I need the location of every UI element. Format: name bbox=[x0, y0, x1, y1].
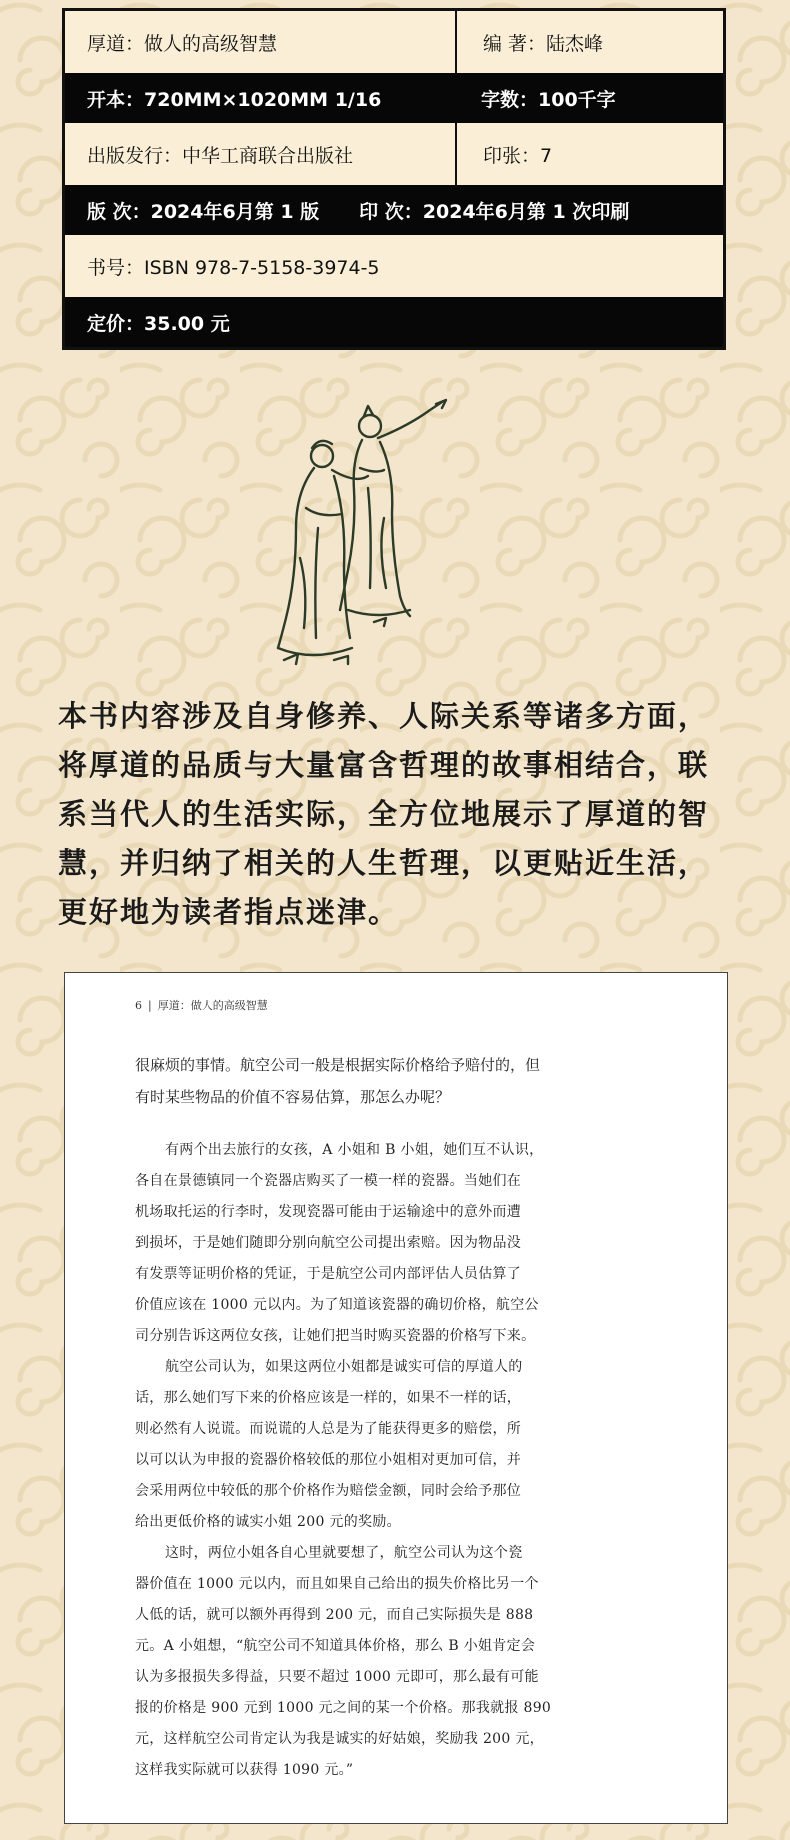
text-line: 元，这样航空公司肯定认为我是诚实的好姑娘，奖励我 200 元， bbox=[135, 1731, 544, 1747]
book-printing: 印 次：2024年6月第 1 次印刷 bbox=[359, 200, 630, 223]
text-line: 司分别告诉这两位女孩，让她们把当时购买瓷器的价格写下来。 bbox=[135, 1328, 536, 1344]
book-price: 定价：35.00 元 bbox=[87, 312, 230, 335]
page-header: 6 | 厚道：做人的高级智慧 bbox=[135, 999, 268, 1012]
text-line: 到损坏，于是她们随即分别向航空公司提出索赔。因为物品没 bbox=[135, 1235, 522, 1251]
text-line: 有两个出去旅行的女孩，A 小姐和 B 小姐，她们互不认识， bbox=[165, 1142, 544, 1158]
text-line: 有时某些物品的价值不容易估算，那怎么办呢？ bbox=[135, 1088, 451, 1106]
book-format: 开本：720MM×1020MM 1/16 bbox=[87, 88, 382, 111]
info-row-title bbox=[65, 11, 723, 73]
text-line: 有发票等证明价格的凭证，于是航空公司内部评估人员估算了 bbox=[135, 1266, 522, 1282]
paragraph-2 bbox=[135, 1352, 655, 1538]
text-line: 会采用两位中较低的那个价格作为赔偿金额，同时会给予那位 bbox=[135, 1483, 522, 1499]
text-line: 机场取托运的行李时，发现瓷器可能由于运输途中的意外而遭 bbox=[135, 1204, 522, 1220]
text-line: 话，那么她们写下来的价格应该是一样的，如果不一样的话， bbox=[135, 1390, 522, 1406]
text-line: 航空公司认为，如果这两位小姐都是诚实可信的厚道人的 bbox=[165, 1359, 523, 1375]
book-publisher: 出版发行：中华工商联合出版社 bbox=[87, 144, 354, 167]
summary-line: 系当代人的生活实际，全方位地展示了厚道的智 bbox=[58, 797, 710, 831]
page-header-title: 厚道：做人的高级智慧 bbox=[157, 999, 268, 1012]
book-sheets: 印张：7 bbox=[455, 123, 723, 185]
paragraph-3 bbox=[135, 1538, 655, 1786]
text-line: 各自在景德镇同一个瓷器店购买了一模一样的瓷器。当她们在 bbox=[135, 1173, 522, 1189]
page-body bbox=[135, 1049, 655, 1786]
two-scholars-pointing-illustration bbox=[260, 398, 460, 672]
text-line: 给出更低价格的诚实小姐 200 元的奖励。 bbox=[135, 1514, 401, 1530]
info-row-price bbox=[65, 297, 723, 347]
text-line: 人低的话，就可以额外再得到 200 元，而自己实际损失是 888 bbox=[135, 1607, 534, 1623]
book-summary bbox=[58, 692, 738, 937]
text-line: 价值应该在 1000 元以内。为了知道该瓷器的确切价格，航空公 bbox=[135, 1297, 539, 1313]
book-author: 编 著：陆杰峰 bbox=[455, 11, 723, 73]
text-line: 这样我实际就可以获得 1090 元。” bbox=[135, 1762, 354, 1778]
summary-line: 慧，并归纳了相关的人生哲理，以更贴近生活， bbox=[58, 846, 710, 880]
book-title: 厚道：做人的高级智慧 bbox=[87, 32, 278, 55]
info-row-isbn bbox=[65, 235, 723, 297]
summary-line: 将厚道的品质与大量富含哲理的故事相结合，联 bbox=[58, 748, 710, 782]
text-line: 很麻烦的事情。航空公司一般是根据实际价格给予赔付的，但 bbox=[135, 1056, 541, 1074]
text-line: 元。A 小姐想，“航空公司不知道具体价格，那么 B 小姐肯定会 bbox=[135, 1638, 536, 1654]
book-info-table bbox=[62, 8, 726, 350]
info-row-format bbox=[65, 73, 723, 123]
book-word-count: 字数：100千字 bbox=[481, 88, 616, 111]
text-line: 认为多报损失多得益，只要不超过 1000 元即可，那么最有可能 bbox=[135, 1669, 539, 1685]
lead-paragraph bbox=[135, 1049, 655, 1113]
info-row-publisher bbox=[65, 123, 723, 185]
summary-line: 本书内容涉及自身修养、人际关系等诸多方面， bbox=[58, 699, 710, 733]
text-line: 报的价格是 900 元到 1000 元之间的某一个价格。那我就报 890 bbox=[135, 1700, 552, 1716]
page-number: 6 bbox=[135, 999, 142, 1012]
text-line: 这时，两位小姐各自心里就要想了，航空公司认为这个瓷 bbox=[165, 1545, 523, 1561]
book-edition: 版 次：2024年6月第 1 版 bbox=[87, 200, 320, 223]
sample-page bbox=[64, 972, 728, 1824]
summary-line: 更好地为读者指点迷津。 bbox=[58, 895, 400, 929]
text-line: 以可以认为申报的瓷器价格较低的那位小姐相对更加可信，并 bbox=[135, 1452, 522, 1468]
text-line: 器价值在 1000 元以内，而且如果自己给出的损失价格比另一个 bbox=[135, 1576, 539, 1592]
paragraph-1 bbox=[135, 1135, 655, 1352]
book-isbn: 书号：ISBN 978-7-5158-3974-5 bbox=[87, 256, 380, 279]
info-row-edition bbox=[65, 185, 723, 235]
text-line: 则必然有人说谎。而说谎的人总是为了能获得更多的赔偿，所 bbox=[135, 1421, 522, 1437]
